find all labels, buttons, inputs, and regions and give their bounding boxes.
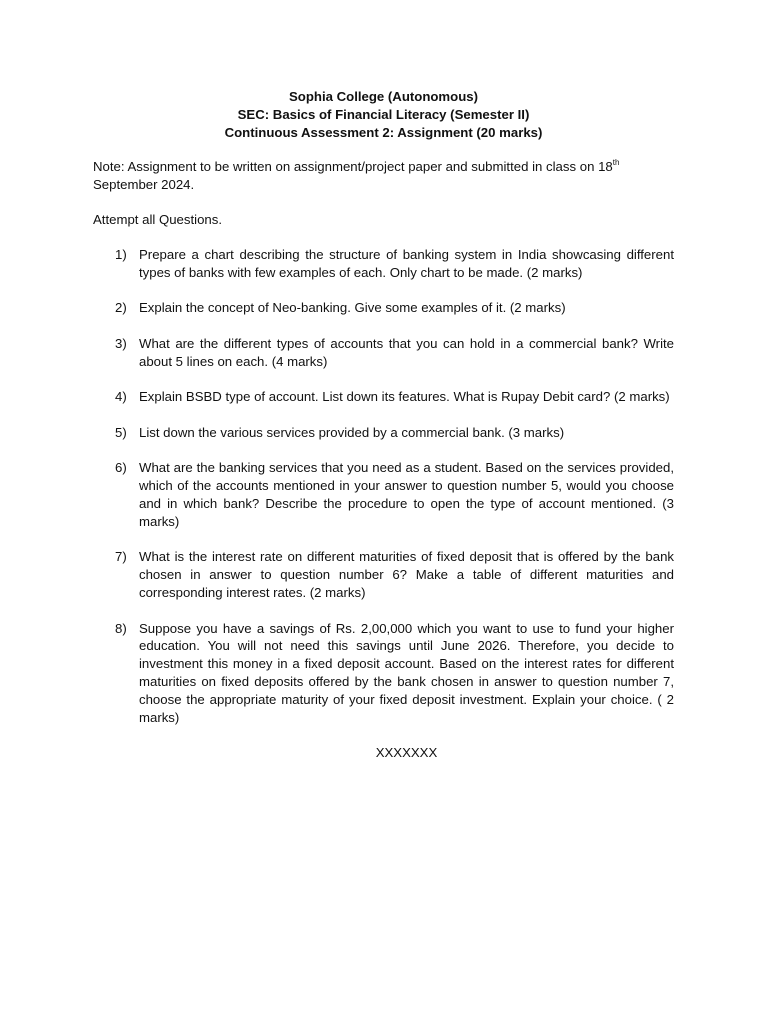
- question-item: [93, 246, 674, 282]
- question-number: 5): [115, 424, 127, 440]
- note-date: September 2024.: [93, 177, 195, 193]
- question-number: 6): [115, 460, 127, 476]
- question-item: [93, 459, 674, 530]
- document-page: [93, 88, 674, 762]
- note-text: Note: Assignment to be written on assignment/project paper and submitted in class on 18: [93, 159, 613, 175]
- question-text: Suppose you have a savings of Rs. 2,00,000 which you want to use to fund your higher education. You will not need this savings until June 2026. Therefore, you decide to investment this money in a fixed deposit account. Based on the interest rates for different maturities on fixed deposits offered by the bank chosen in answer to question number 7, choose the appropriate maturity of your fixed deposit investment. Explain your choice. ( 2 marks): [139, 620, 674, 725]
- end-marker: XXXXXXX: [375, 745, 438, 761]
- question-item: [93, 424, 674, 442]
- note-superscript: th: [612, 158, 620, 167]
- question-text: What are the different types of accounts that you can hold in a commercial bank? Write about 5 lines on each. (4 marks): [139, 335, 674, 369]
- question-number: 1): [115, 246, 127, 262]
- submission-note: [93, 158, 674, 194]
- document-header: [93, 88, 674, 141]
- question-text: What are the banking services that you need as a student. Based on the services provided, which of the accounts mentioned in your answer to question number 5, would you choose and in which bank? Describe the procedure to open the type of account mentioned. (3 marks): [139, 460, 674, 529]
- question-item: [93, 548, 674, 601]
- question-number: 8): [115, 620, 127, 636]
- college-name: Sophia College (Autonomous): [288, 89, 478, 104]
- question-item: [93, 335, 674, 371]
- question-text: List down the various services provided by a commercial bank. (3 marks): [139, 424, 565, 440]
- question-item: [93, 620, 674, 727]
- question-text: What is the interest rate on different maturities of fixed deposit that is offered by the bank chosen in answer to question number 6? Make a table of different maturities and corresponding interest rates. (2 marks): [139, 549, 674, 600]
- question-number: 4): [115, 389, 127, 405]
- question-item: [93, 388, 674, 406]
- instruction-text: Attempt all Questions.: [93, 211, 223, 227]
- assessment-title: Continuous Assessment 2: Assignment (20 marks): [224, 124, 543, 140]
- course-title: SEC: Basics of Financial Literacy (Semester II): [237, 106, 530, 122]
- question-text: Prepare a chart describing the structure of banking system in India showcasing different types of banks with few examples of each. Only chart to be made. (2 marks): [139, 246, 674, 280]
- question-text: Explain the concept of Neo-banking. Give some examples of it. (2 marks): [139, 300, 566, 316]
- question-number: 2): [115, 300, 127, 316]
- question-list: [93, 246, 674, 727]
- question-number: 3): [115, 335, 127, 351]
- question-item: [93, 299, 674, 317]
- question-number: 7): [115, 549, 127, 565]
- question-text: Explain BSBD type of account. List down its features. What is Rupay Debit card? (2 marks): [139, 389, 670, 405]
